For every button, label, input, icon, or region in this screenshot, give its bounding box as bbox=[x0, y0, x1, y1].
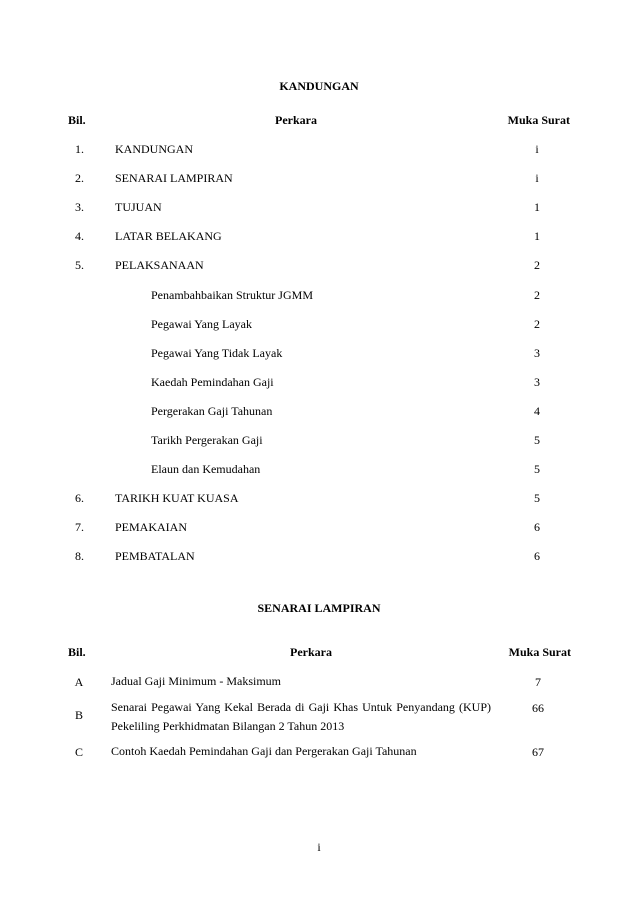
contents-header-perkara: Perkara bbox=[275, 113, 317, 127]
contents-subitem-label: Tarikh Pergerakan Gaji bbox=[151, 433, 263, 447]
appendix-row-page: 67 bbox=[532, 745, 544, 759]
contents-row-label: TUJUAN bbox=[115, 200, 162, 214]
contents-row-page: 2 bbox=[534, 317, 540, 331]
contents-row-bil: 3. bbox=[75, 200, 84, 214]
contents-subitem-label: Kaedah Pemindahan Gaji bbox=[151, 375, 274, 389]
contents-subitem-label: Penambahbaikan Struktur JGMM bbox=[151, 288, 313, 302]
contents-row-bil: 7. bbox=[75, 520, 84, 534]
contents-row-bil: 1. bbox=[75, 142, 84, 156]
contents-row-page: 6 bbox=[534, 549, 540, 563]
contents-row-page: 5 bbox=[534, 462, 540, 476]
footer-page-number: i bbox=[317, 840, 321, 854]
appendix-header-muka-surat: Muka Surat bbox=[508, 645, 571, 659]
contents-row-label: SENARAI LAMPIRAN bbox=[115, 171, 233, 185]
contents-row-page: 2 bbox=[534, 288, 540, 302]
contents-row-page: 4 bbox=[534, 404, 540, 418]
appendix-header-perkara: Perkara bbox=[290, 645, 332, 659]
contents-header-bil: Bil. bbox=[68, 113, 86, 127]
contents-row-bil: 5. bbox=[75, 258, 84, 272]
contents-row-page: i bbox=[535, 171, 539, 185]
contents-header-muka-surat: Muka Surat bbox=[507, 113, 570, 127]
appendix-header-bil: Bil. bbox=[68, 645, 86, 659]
contents-row-label: PELAKSANAAN bbox=[115, 258, 204, 272]
contents-row-page: 1 bbox=[534, 229, 540, 243]
appendix-row-bil: A bbox=[74, 675, 84, 689]
contents-row-page: 3 bbox=[534, 346, 540, 360]
appendix-row-label: Senarai Pegawai Yang Kekal Berada di Gaji Khas Untuk Penyandang (KUP) Pekeliling Perkhidmatan Bilangan 2 Tahun 2013 bbox=[111, 700, 491, 733]
contents-row-label: TARIKH KUAT KUASA bbox=[115, 491, 239, 505]
appendix-row-bil: B bbox=[74, 708, 83, 722]
appendix-row-bil: C bbox=[74, 745, 83, 759]
contents-row-page: 5 bbox=[534, 491, 540, 505]
contents-subitem-label: Elaun dan Kemudahan bbox=[151, 462, 261, 476]
appendix-row-label: Jadual Gaji Minimum - Maksimum bbox=[111, 674, 281, 688]
contents-subitem-label: Pergerakan Gaji Tahunan bbox=[151, 404, 273, 418]
appendix-row-page: 7 bbox=[535, 675, 541, 689]
contents-subitem-label: Pegawai Yang Tidak Layak bbox=[151, 346, 283, 360]
contents-row-bil: 6. bbox=[75, 491, 84, 505]
contents-title: KANDUNGAN bbox=[279, 79, 359, 93]
appendix-row-label: Contoh Kaedah Pemindahan Gaji dan Pergerakan Gaji Tahunan bbox=[111, 744, 417, 758]
contents-row-label: LATAR BELAKANG bbox=[115, 229, 222, 243]
appendix-title: SENARAI LAMPIRAN bbox=[257, 601, 381, 615]
contents-row-page: 6 bbox=[534, 520, 540, 534]
contents-row-label: PEMBATALAN bbox=[115, 549, 195, 563]
contents-row-page: i bbox=[535, 142, 539, 156]
contents-row-bil: 2. bbox=[75, 171, 84, 185]
contents-row-page: 1 bbox=[534, 200, 540, 214]
contents-row-page: 5 bbox=[534, 433, 540, 447]
contents-row-page: 2 bbox=[534, 258, 540, 272]
contents-subitem-label: Pegawai Yang Layak bbox=[151, 317, 252, 331]
contents-row-bil: 4. bbox=[75, 229, 84, 243]
contents-row-page: 3 bbox=[534, 375, 540, 389]
contents-row-label: KANDUNGAN bbox=[115, 142, 193, 156]
contents-row-label: PEMAKAIAN bbox=[115, 520, 187, 534]
contents-row-bil: 8. bbox=[75, 549, 84, 563]
appendix-row-page: 66 bbox=[532, 701, 544, 715]
